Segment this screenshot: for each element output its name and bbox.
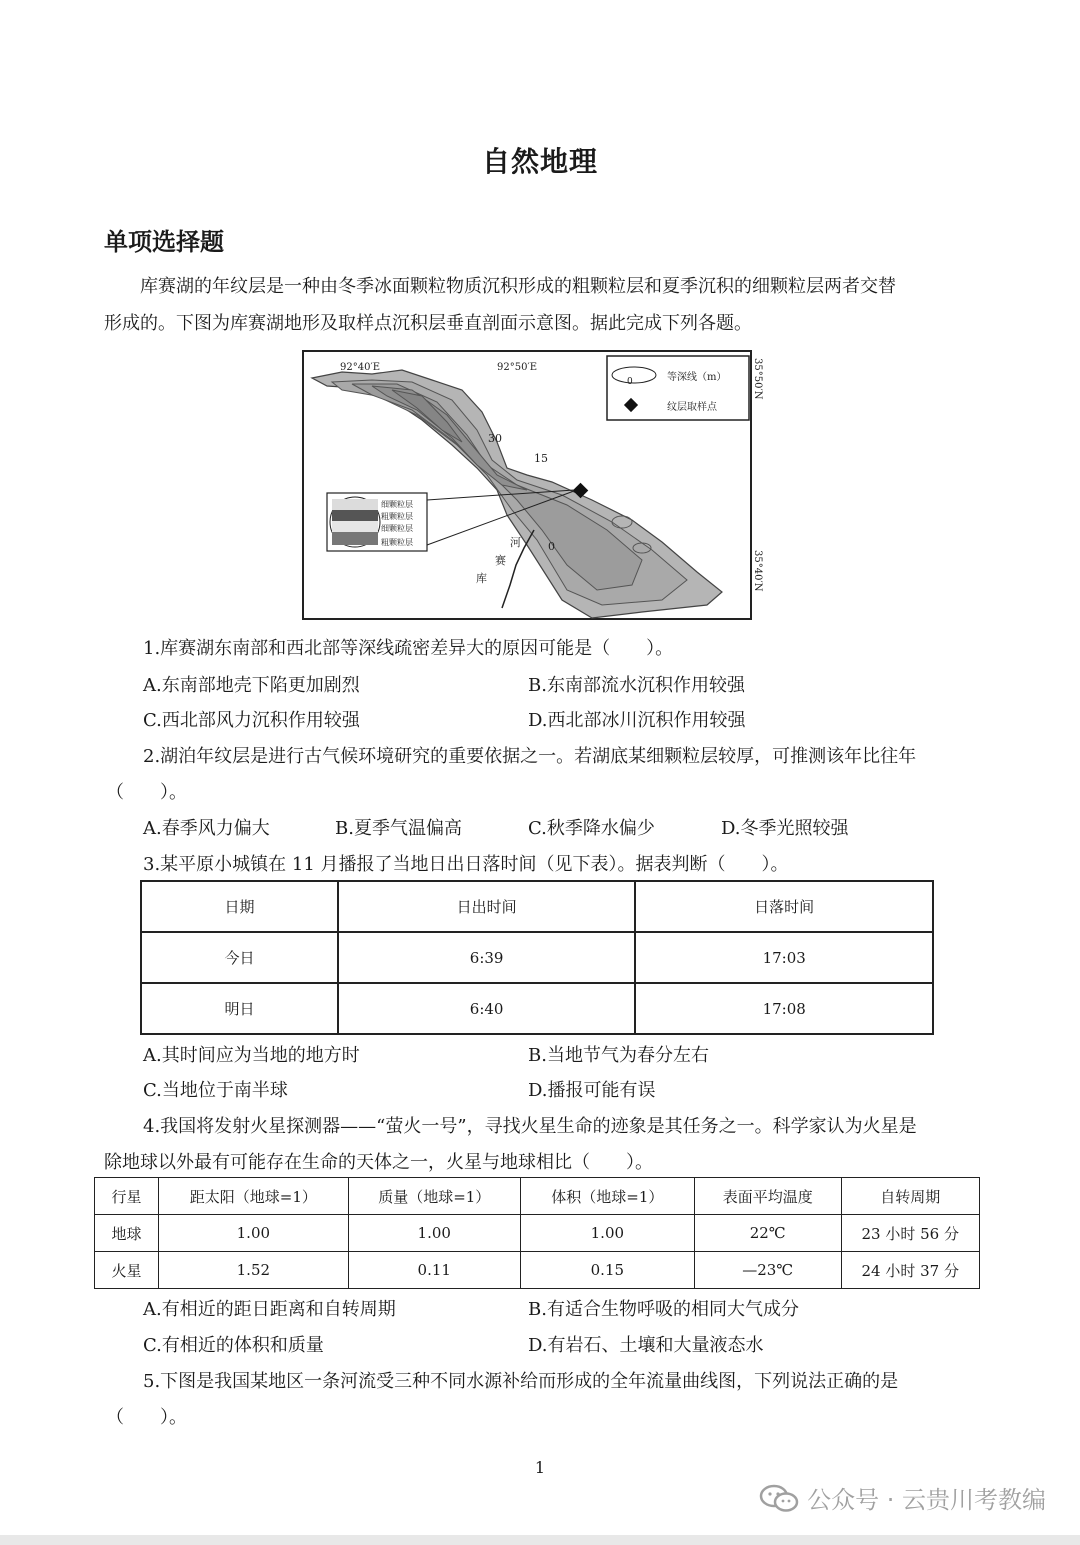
q5-stem-1: 5.下图是我国某地区一条河流受三种不同水源补给而形成的全年流量曲线图，下列说法正确的是 [143,1371,899,1392]
lon-label-1: 92°40′E [340,362,381,373]
table-cell: 今日 [141,932,338,983]
layer-band-4 [332,532,378,545]
page-title: 自然地理 [481,145,598,178]
table-cell: —23℃ [694,1252,841,1289]
q5-stem-2: （ ）。 [106,1407,187,1428]
q3-option-c: C.当地位于南半球 [143,1080,288,1101]
table-header-cell: 体积（地球=1） [520,1178,694,1215]
q4-option-b: B.有适合生物呼吸的相同大气成分 [528,1299,799,1320]
layer-label-1: 细颗粒层 [381,500,413,509]
table-header-row [95,1178,980,1215]
table-cell: 1.00 [520,1215,694,1252]
table-cell: 1.52 [158,1252,348,1289]
q2-option-c: C.秋季降水偏少 [528,818,655,839]
q3-option-a: A.其时间应为当地的地方时 [143,1045,360,1066]
lon-label-2: 92°50′E [497,362,538,373]
legend-sample-text: 纹层取样点 [667,402,717,413]
q1-stem: 1.库赛湖东南部和西北部等深线疏密差异大的原因可能是（ ）。 [143,638,674,659]
table-header-cell: 质量（地球=1） [348,1178,520,1215]
table-cell: 0.11 [348,1252,520,1289]
sunrise-table [140,880,934,1035]
q2-stem-2: （ ）。 [106,782,187,803]
depth-label-0: 0 [548,540,555,553]
layer-band-2 [332,510,378,521]
q1-option-a: A.东南部地壳下陷更加剧烈 [143,675,360,696]
q4-option-d: D.有岩石、土壤和大量液态水 [528,1335,764,1356]
table-cell: 0.15 [520,1252,694,1289]
section-heading: 单项选择题 [104,228,224,256]
table-cell: 1.00 [348,1215,520,1252]
watermark [759,1480,1046,1515]
table-cell: 17:08 [635,983,933,1034]
legend-contour-value: 0 [627,377,633,387]
table-cell: 6:39 [338,932,635,983]
layer-band-3 [332,521,378,532]
lat-label-2: 35°40′N [752,550,763,592]
table-header-row [141,881,933,932]
page-number: 1 [534,1458,546,1477]
planet-table [94,1177,980,1289]
table-cell: 23 小时 56 分 [841,1215,979,1252]
q1-option-b: B.东南部流水沉积作用较强 [528,675,745,696]
table-cell: 1.00 [158,1215,348,1252]
wechat-icon [759,1483,799,1513]
table-cell: 6:40 [338,983,635,1034]
river-name-1: 河 [510,536,521,549]
layer-label-3: 细颗粒层 [381,524,413,533]
table-row [95,1252,980,1289]
layer-band-1 [332,499,378,510]
q2-option-d: D.冬季光照较强 [721,818,849,839]
table-header-cell: 行星 [95,1178,159,1215]
layer-label-4: 粗颗粒层 [381,538,413,547]
bottom-strip [0,1535,1080,1545]
river-name-2: 赛 [495,554,506,567]
lake-map-figure [302,350,763,620]
q4-option-a: A.有相近的距日距离和自转周期 [143,1299,396,1320]
q3-stem: 3.某平原小城镇在 11 月播报了当地日出日落时间（见下表）。据表判断（ ）。 [143,854,789,875]
lat-label-1: 35°50′N [752,358,763,400]
q4-stem-2: 除地球以外最有可能存在生命的天体之一，火星与地球相比（ ）。 [104,1152,653,1173]
q4-option-c: C.有相近的体积和质量 [143,1335,324,1356]
river-name-3: 库 [476,572,487,585]
depth-label-15: 15 [534,452,548,465]
q1-option-c: C.西北部风力沉积作用较强 [143,710,360,731]
intro-line-1: 库赛湖的年纹层是一种由冬季冰面颗粒物质沉积形成的粗颗粒层和夏季沉积的细颗粒层两者交替 [140,276,896,297]
table-cell: 22℃ [694,1215,841,1252]
q3-option-b: B.当地节气为春分左右 [528,1045,709,1066]
q1-option-d: D.西北部冰川沉积作用较强 [528,710,746,731]
q2-stem-1: 2.湖泊年纹层是进行古气候环境研究的重要依据之一。若湖底某细颗粒层较厚，可推测该年比往年 [143,746,917,767]
table-cell: 明日 [141,983,338,1034]
table-header-cell: 表面平均温度 [694,1178,841,1215]
table-cell: 24 小时 37 分 [841,1252,979,1289]
intro-paragraph [104,268,974,342]
q2-option-b: B.夏季气温偏高 [335,818,462,839]
table-row [95,1215,980,1252]
q2-option-a: A.春季风力偏大 [143,818,270,839]
layer-label-2: 粗颗粒层 [381,512,413,521]
table-cell: 地球 [95,1215,159,1252]
table-header-cell: 距太阳（地球=1） [158,1178,348,1215]
table-row [141,983,933,1034]
watermark-text: 公众号 · 云贵川考教编 [807,1486,1046,1514]
depth-label-30: 30 [488,432,502,445]
table-cell: 17:03 [635,932,933,983]
table-header-cell: 自转周期 [841,1178,979,1215]
intro-line-2: 形成的。下图为库赛湖地形及取样点沉积层垂直剖面示意图。据此完成下列各题。 [104,313,752,334]
table-header-cell: 日出时间 [338,881,635,932]
q3-option-d: D.播报可能有误 [528,1080,656,1101]
table-cell: 火星 [95,1252,159,1289]
table-header-cell: 日期 [141,881,338,932]
table-row [141,932,933,983]
legend-contour-text: 等深线（m） [667,372,727,383]
table-header-cell: 日落时间 [635,881,933,932]
q4-stem-1: 4.我国将发射火星探测器——“萤火一号”，寻找火星生命的迹象是其任务之一。科学家认为火星是 [143,1116,917,1137]
